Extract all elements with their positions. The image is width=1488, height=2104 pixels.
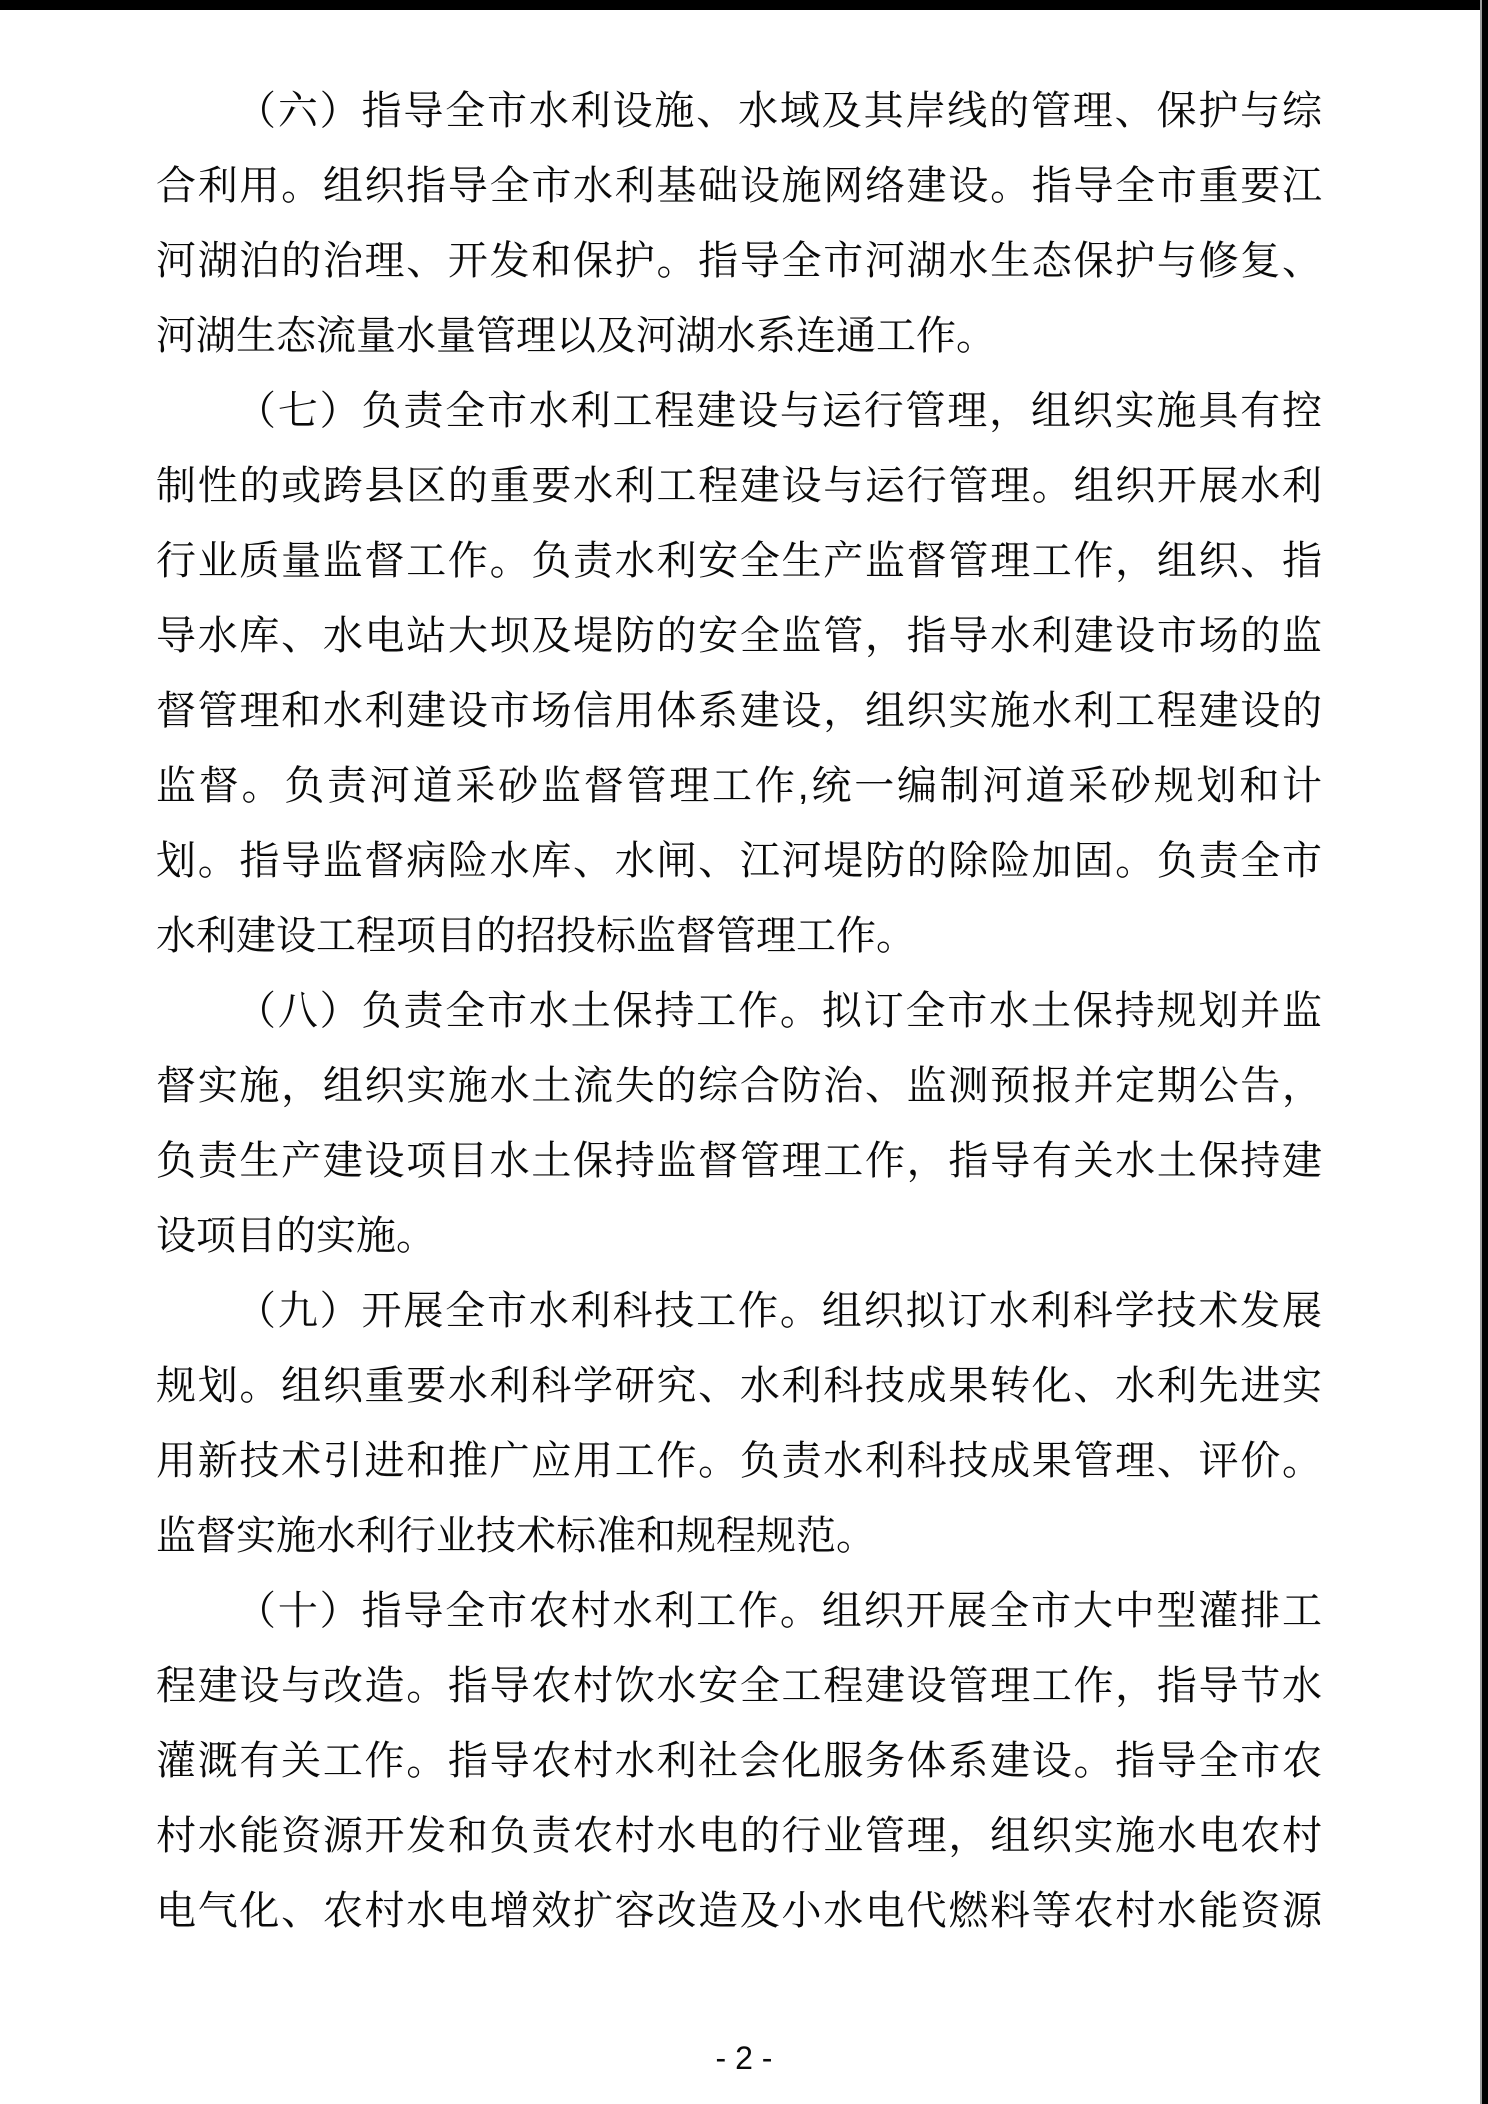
text-line: 规划。组织重要水利科学研究、水利科技成果转化、水利先进实 <box>156 1364 1322 1408</box>
paragraph <box>156 74 1322 374</box>
paragraph <box>156 374 1322 974</box>
text-line: 划。指导监督病险水库、水闸、江河堤防的除险加固。负责全市 <box>156 839 1322 883</box>
text-line: （七）负责全市水利工程建设与运行管理，组织实施具有控 <box>236 389 1322 433</box>
page-number: - 2 - <box>715 2040 773 2076</box>
text-line: 河湖生态流量水量管理以及河湖水系连通工作。 <box>156 314 996 358</box>
page-footer <box>0 2038 1488 2078</box>
text-line: 督管理和水利建设市场信用体系建设，组织实施水利工程建设的 <box>156 689 1322 733</box>
paragraph <box>156 1574 1322 1949</box>
text-line: 负责生产建设项目水土保持监督管理工作，指导有关水土保持建 <box>156 1139 1322 1183</box>
text-line: 水利建设工程项目的招投标监督管理工作。 <box>156 914 916 958</box>
text-line: 村水能资源开发和负责农村水电的行业管理，组织实施水电农村 <box>156 1814 1322 1858</box>
text-line: 制性的或跨县区的重要水利工程建设与运行管理。组织开展水利 <box>156 464 1322 508</box>
text-line: （十）指导全市农村水利工作。组织开展全市大中型灌排工 <box>236 1589 1322 1633</box>
text-line: 程建设与改造。指导农村饮水安全工程建设管理工作，指导节水 <box>156 1664 1322 1708</box>
text-line: 监督实施水利行业技术标准和规程规范。 <box>156 1514 876 1558</box>
text-line: 电气化、农村水电增效扩容改造及小水电代燃料等农村水能资源 <box>156 1889 1322 1933</box>
text-line: 用新技术引进和推广应用工作。负责水利科技成果管理、评价。 <box>156 1439 1322 1483</box>
text-line: 河湖泊的治理、开发和保护。指导全市河湖水生态保护与修复、 <box>156 239 1322 283</box>
text-line: 监督。负责河道采砂监督管理工作,统一编制河道采砂规划和计 <box>156 764 1322 808</box>
text-line: 导水库、水电站大坝及堤防的安全监管，指导水利建设市场的监 <box>156 614 1322 658</box>
scan-artifact-right-edge <box>1480 0 1488 2104</box>
text-line: 合利用。组织指导全市水利基础设施网络建设。指导全市重要江 <box>156 164 1322 208</box>
document-body <box>156 74 1322 1949</box>
text-line: 督实施，组织实施水土流失的综合防治、监测预报并定期公告， <box>156 1064 1322 1108</box>
paragraph <box>156 1274 1322 1574</box>
text-line: （八）负责全市水土保持工作。拟订全市水土保持规划并监 <box>236 989 1322 1033</box>
text-line: 灌溉有关工作。指导农村水利社会化服务体系建设。指导全市农 <box>156 1739 1322 1783</box>
text-line: 行业质量监督工作。负责水利安全生产监督管理工作，组织、指 <box>156 539 1322 583</box>
scan-artifact-top-edge <box>0 0 1488 10</box>
text-line: （六）指导全市水利设施、水域及其岸线的管理、保护与综 <box>236 89 1322 133</box>
text-line: （九）开展全市水利科技工作。组织拟订水利科学技术发展 <box>236 1289 1322 1333</box>
paragraph <box>156 974 1322 1274</box>
text-line: 设项目的实施。 <box>156 1214 436 1258</box>
